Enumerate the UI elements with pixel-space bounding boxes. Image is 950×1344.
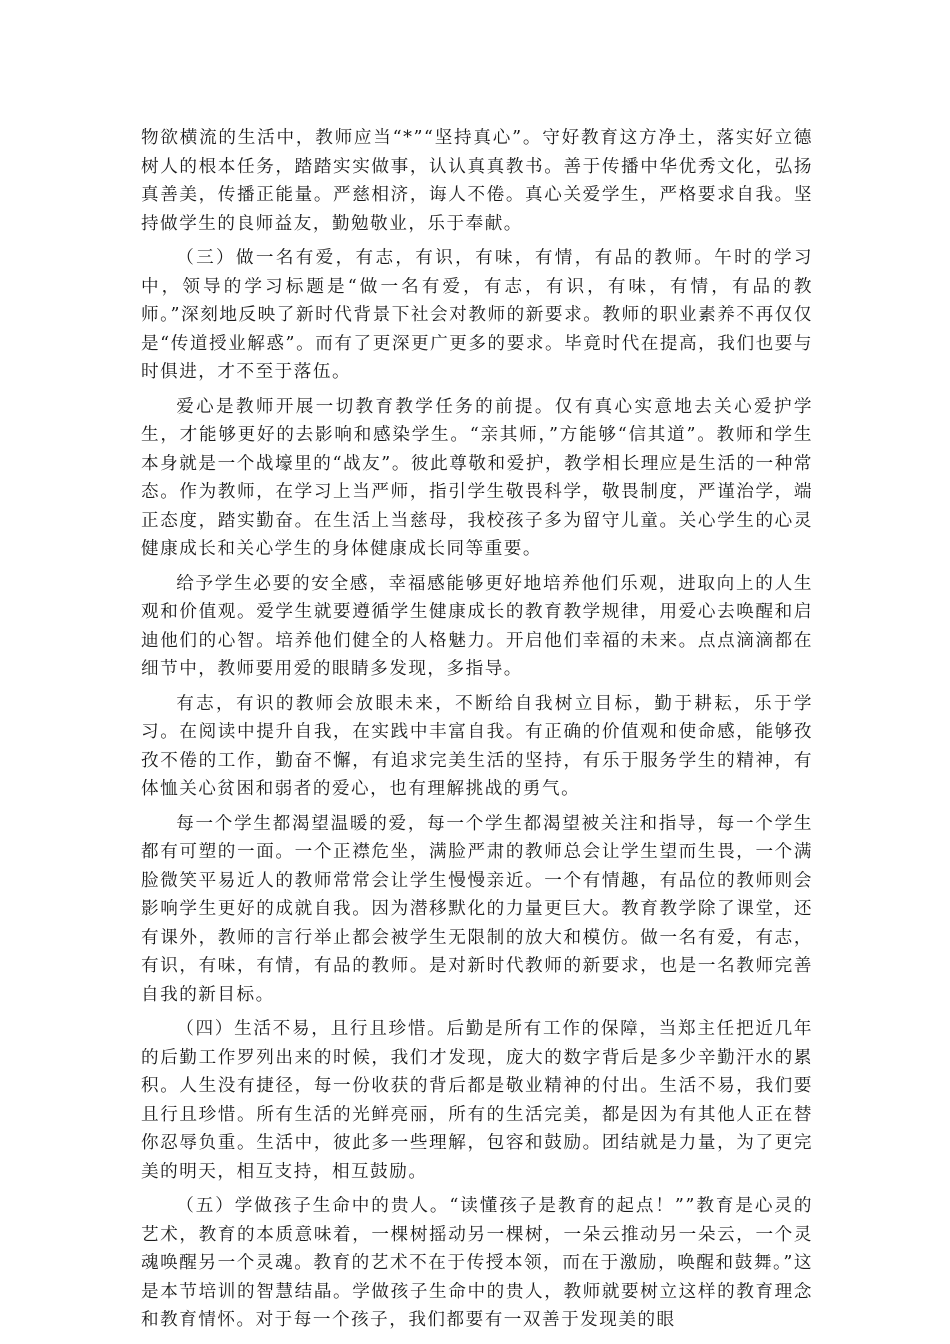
text-line: 为了更完美的明天，相互支持，相互鼓励。 [141,1133,813,1182]
text-line: 是一名教师完善自我的新目标。 [141,956,813,1005]
text-line: 学生，才能够更好的去影响和感染学生。“亲其师，”方能够“信其道”。教 [141,396,813,445]
paragraph [141,124,813,238]
text-line: 有爱，有志，有识，有味，有情，有品的教师。是对新时代教师的新要求，也 [141,927,813,976]
text-line: 够孜孜不倦的工作，勤奋不懈，有追求完美生活的坚持，有乐于服务学生的精 [141,722,813,771]
text-line: 师和学生本身就是一个战壕里的“战友”。彼此尊敬和爱护，教学相长理应是 [141,425,813,474]
text-line: 一个满脸微笑平易近人的教师常常会让学生慢慢亲近。一个有情趣，有品位的 [141,842,813,891]
paragraph [141,393,813,564]
text-line: 人正在替你忍辱负重。生活中，彼此多一些理解，包容和鼓励。团结就是力量， [141,1104,813,1153]
paragraph [141,570,813,684]
text-line: （三）做一名有爱，有志，有识，有味，有情，有品的教师。午时的学 [176,248,794,268]
text-line: 每一个学生都渴望温暖的爱，每一个学生都渴望被关注和指导，每一个 [176,813,775,834]
text-line: 习中，领导的学习标题是“做一名有爱，有志，有识，有味，有情，有品的教 [141,248,813,297]
document-body [141,124,813,1341]
text-line: 滴滴都在细节中，教师要用爱的眼睛多发现，多指导。 [141,630,813,679]
text-line: 师。”深刻地反映了新时代背景下社会对教师的新要求。教师的职业素养不再 [141,305,775,325]
text-line: 关心学生的心灵健康成长和关心学生的身体健康成长同等重要。 [141,510,813,559]
text-line: 我。坚持做学生的良师益友，勤勉敬业，乐于奉献。 [141,185,813,234]
text-line: 样的教育理念和教育情怀。对于每一个孩子，我们都要有一双善于发现美的眼 [141,1281,813,1330]
text-line: （五）学做孩子生命中的贵人。“读懂孩子是教育的起点！””教育是 [176,1196,755,1216]
text-line: 给予学生必要的安全感，幸福感能够更好地培养他们乐观，进取向上的 [176,573,775,594]
text-line: 物欲横流的生活中，教师应当“*”“坚持真心”。守好教育这方净土，落实好 [141,128,775,148]
text-line: 我们要且行且珍惜。所有生活的光鲜亮丽，所有的生活完美，都是因为有其他 [141,1076,813,1125]
text-line: 人生观和价值观。爱学生就要遵循学生健康成长的教育教学规律，用爱心去唤 [141,573,813,622]
text-line: 爱心是教师开展一切教育教学任务的前提。仅有真心实意地去关心爱护 [176,396,794,417]
text-line: 一个灵魂唤醒另一个灵魂。教育的艺术不在于传授本领，而在于激励，唤醒和 [141,1224,813,1273]
text-line: 仅仅是“传道授业解惑”。而有了更深更广更多的要求。毕竟时代在提高，我 [141,305,813,354]
text-line: 们也要与时俱进，才不至于落伍。 [141,333,813,382]
text-line: 了课堂，还有课外，教师的言行举止都会被学生无限制的放大和模仿。做一名 [141,899,813,948]
text-line: （四）生活不易，且行且珍惜。后勤是所有工作的保障，当郑主任把近 [176,1019,775,1039]
text-line: 弘扬真善美，传播正能量。严慈相济，诲人不倦。真心关爱学生，严格要求自 [141,156,813,205]
text-line: 学习。在阅读中提升自我，在实践中丰富自我。有正确的价值观和使命感，能 [141,693,813,742]
paragraph [141,244,813,387]
text-line: 心灵的艺术，教育的本质意味着，一棵树摇动另一棵树，一朵云推动另一朵云， [141,1196,813,1245]
paragraph [141,1015,813,1186]
paragraph [141,1192,813,1335]
text-line: 几年的后勤工作罗列出来的时候，我们才发现，庞大的数字背后是多少辛勤汗 [141,1019,813,1068]
text-line: 水的累积。人生没有捷径，每一份收获的背后都是敬业精神的付出。生活不易， [141,1047,813,1096]
text-line: 严谨治学，端正态度，踏实勤奋。在生活上当慈母，我校孩子多为留守儿童。 [141,482,813,531]
paragraph [141,810,813,1010]
paragraph [141,690,813,804]
text-line: 神，有体恤关心贫困和弱者的爱心，也有理解挑战的勇气。 [141,750,813,799]
text-line: 生活的一种常态。作为教师，在学习上当严师，指引学生敬畏科学，敬畏制度， [141,453,813,502]
text-line: 教师则会影响学生更好的成就自我。因为潜移默化的力量更巨大。教育教学除 [141,870,813,919]
text-line: 有志，有识的教师会放眼未来，不断给自我树立目标，勤于耕耘，乐于 [176,693,794,714]
text-line: 醒和启迪他们的心智。培养他们健全的人格魅力。开启他们幸福的未来。点点 [141,602,813,651]
text-line: 学生都有可塑的一面。一个正襟危坐，满脸严肃的教师总会让学生望而生畏， [141,813,813,862]
text-line: 立德树人的根本任务，踏踏实实做事，认认真真教书。善于传播中华优秀文化， [141,128,813,177]
text-line: 鼓舞。”这是本节培训的智慧结晶。学做孩子生命中的贵人，教师就要树立这 [141,1253,813,1302]
